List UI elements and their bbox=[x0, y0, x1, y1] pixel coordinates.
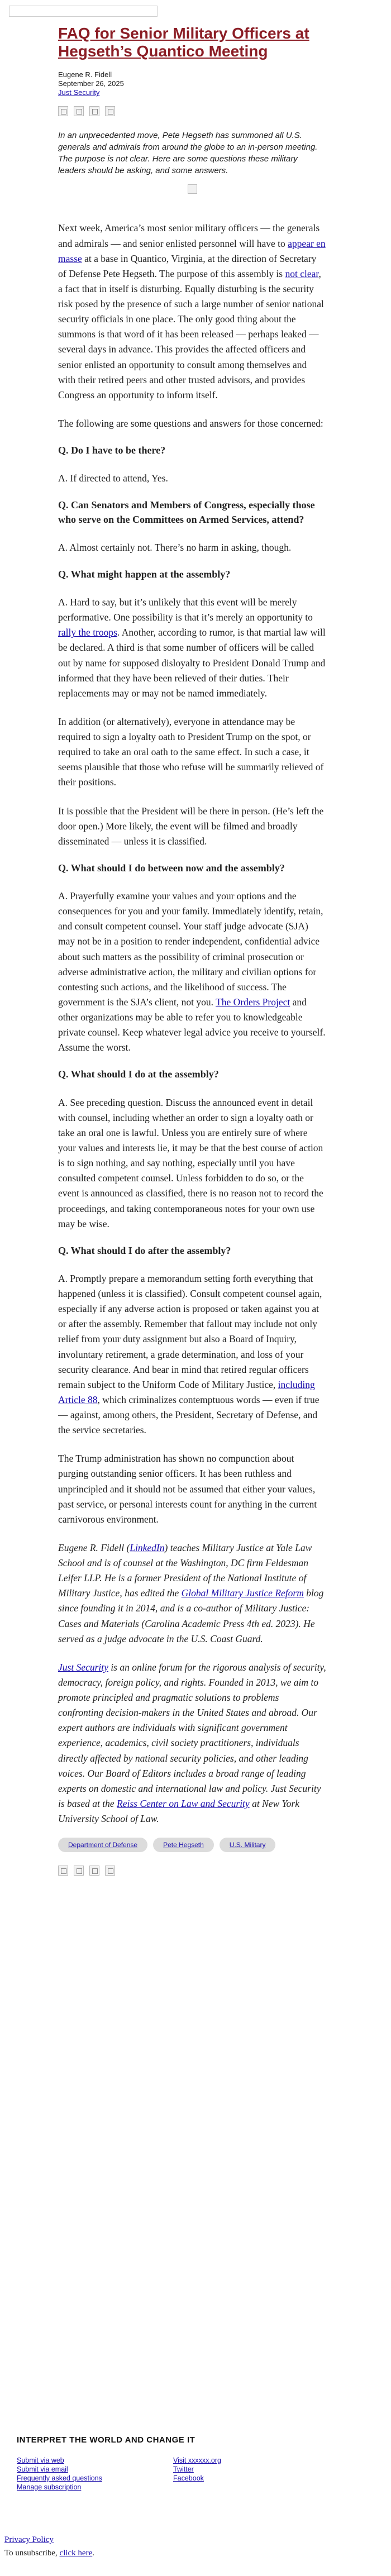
unsubscribe-link[interactable]: click here bbox=[59, 2549, 93, 2558]
newsletter-footer bbox=[0, 2435, 391, 2492]
legal-footer bbox=[4, 2533, 94, 2560]
answer-2: A. Almost certainly not. There’s no harm in asking, though. bbox=[58, 541, 292, 553]
unsubscribe-line: To unsubscribe, click here. bbox=[4, 2549, 94, 2558]
footer-heading: INTERPRET THE WORLD AND CHANGE IT bbox=[17, 2435, 196, 2445]
privacy-policy-link[interactable]: Privacy Policy bbox=[4, 2535, 54, 2544]
twitter-share-icon[interactable] bbox=[74, 1866, 84, 1876]
linkedin-share-icon[interactable] bbox=[89, 106, 99, 116]
answer-1: A. If directed to attend, Yes. bbox=[58, 473, 168, 484]
answer-3: A. Hard to say, but it’s unlikely that this event will be merely performative. One possibility is that it’s merely an opportunity to rally the troops. Another, according to rumor, is that martial law will be declared. A third is that some number of officers will be called out by name for supposed disloyalty to President Donald Trump and informed that they have been relieved of their duties. Their replacements may or may not be named immediately. bbox=[58, 597, 326, 699]
article-title[interactable]: FAQ for Senior Military Officers at Hegseth’s Quantico Meeting bbox=[58, 25, 309, 60]
facebook-share-icon[interactable] bbox=[58, 1866, 68, 1876]
about-just-security: Just Security is an online forum for the rigorous analysis of security, democracy, foreign policy, and rights. Founded in 2013, we aim to promote principled and pragmatic solutions to problems confronting decision-makers in the United States and abroad. Our expert authors are individuals with significant government experience, academics, civil society practitioners, individuals directly affected by national security policies, and other leading voices. Our Board of Editors includes a broad range of leading experts on domestic and international law and policy. Just Security is based at the Reiss Center on Law and Security at New York University School of Law. bbox=[58, 1661, 326, 1825]
email-share-icon[interactable] bbox=[105, 1866, 115, 1876]
closing-paragraph: The Trump administration has shown no compunction about purging outstanding senior officers. It has been ruthless and unprincipled and it should not be assumed that either your values, past service, or personal interests count for anything in the current carnivorous environment. bbox=[58, 1453, 317, 1525]
twitter-share-icon[interactable] bbox=[74, 106, 84, 116]
twitter-link[interactable]: Twitter bbox=[173, 2465, 194, 2473]
article-content bbox=[58, 25, 326, 1876]
tag-us-military[interactable]: U.S. Military bbox=[220, 1838, 276, 1852]
source-link[interactable]: Just Security bbox=[58, 88, 100, 97]
answer-4: A. Prayerfully examine your values and your options and the consequences for you and your family. Immediately identify, retain, and consult competent counsel. Your staff judge advocate (SJA) may not be in a position to render independent, confidential advice about such matters as the possibility of criminal prosecution or adverse administrative action, the military and civilian options for contesting such actions, and the likelihood of success. The government is the SJA’s client, not you. The Orders Project and other organizations may be able to refer you to knowledgeable private counsel. Keep whatever legal advice you receive to yourself. Assume the worst. bbox=[58, 890, 326, 1053]
linkedin-share-icon[interactable] bbox=[89, 1866, 99, 1876]
header-image-placeholder bbox=[9, 6, 158, 17]
author-name: Eugene R. Fidell bbox=[58, 70, 112, 79]
visit-site-link[interactable]: Visit xxxxxx.org bbox=[173, 2456, 221, 2464]
answer-6: A. Promptly prepare a memorandum setting forth everything that happened (unless it is classified). Consult competent counsel again, especially if any adverse action is proposed or taken against you at or after the assembly. Remember that fallout may include not only relief from your duty assignment but also a Board of Inquiry, involuntary retirement, a grade determination, and loss of your security clearance. And bear in mind that retired regular officers remain subject to the Uniform Code of Military Justice, including Article 88, which criminalizes contemptuous words — even if true — against, among others, the President, Secretary of Defense, and the service secretaries. bbox=[58, 1272, 322, 1436]
tag-pete-hegseth[interactable]: Pete Hegseth bbox=[153, 1838, 214, 1852]
answer-3-para-3: It is possible that the President will be there in person. (He’s left the door open.) More likely, the event will be filmed and broadly disseminated — unless it is classified. bbox=[58, 805, 324, 847]
not-clear-link[interactable]: not clear bbox=[285, 268, 319, 279]
submit-via-web-link[interactable]: Submit via web bbox=[17, 2456, 64, 2464]
rally-the-troops-link[interactable]: rally the troops bbox=[58, 627, 117, 638]
answer-5: A. See preceding question. Discuss the announced event in detail with counsel, including whether an order to sign a loyalty oath or take an oral one is lawful. Unless you are entirely sure of where your values and interests lie, it may be that the best course of action is to sign nothing, and say nothing, especially until you have consulted competent counsel. Unless forbidden to do so, or the event is announced as classified, there is no reason not to record the proceedings, and taking contemporaneous notes for your own use may be wise. bbox=[58, 1096, 323, 1229]
intro-paragraph: Next week, America’s most senior military officers — the generals and admirals — and senior enlisted personnel will have to appear en masse at a base in Quantico, Virginia, at the direction of Secretary of Defense Pete Hegseth. The purpose of this assembly is not clear, a fact that in itself is disturbing. Equally disturbing is the security risk posed by the presence of such a large number of senior national security officials in one place. The only good thing about the summons is that word of it has been released — perhaps leaked — several days in advance. This provides the affected officers and senior enlisted an opportunity to consult among themselves and with their retired peers and other trusted advisors, and provides Congress an opportunity to inform itself. bbox=[58, 222, 326, 400]
footer-links-left bbox=[17, 2456, 151, 2492]
author-bio: Eugene R. Fidell (LinkedIn) teaches Military Justice at Yale Law School and is of counsel at the Washington, DC firm Feldesman Leifer LLP. He is a former President of the National Institute of Military Justice, has edited the Global Military Justice Reform blog since founding it in 2014, and is a co-author of Military Justice: Cases and Materials (Carolina Academic Press 4th ed. 2023). He served as a judge advocate in the U.S. Coast Guard. bbox=[58, 1542, 324, 1644]
footer-links bbox=[17, 2456, 307, 2492]
reiss-center-link[interactable]: Reiss Center on Law and Security bbox=[117, 1797, 250, 1809]
question-1: Q. Do I have to be there? bbox=[58, 445, 166, 456]
tag-list bbox=[58, 1838, 326, 1852]
share-icons bbox=[58, 106, 326, 116]
article-body bbox=[58, 221, 326, 1826]
facebook-share-icon[interactable] bbox=[58, 106, 68, 116]
submit-via-email-link[interactable]: Submit via email bbox=[17, 2465, 68, 2473]
article-meta bbox=[58, 70, 326, 97]
question-6: Q. What should I do after the assembly? bbox=[58, 1244, 231, 1256]
answer-3-para-2: In addition (or alternatively), everyone in attendance may be required to sign a loyalty oath to President Trump on the spot, or required to take an oral oath to the same effect. In such a case, it seems plausible that those who refuse will be summarily relieved of their positions. bbox=[58, 715, 324, 788]
faq-link[interactable]: Frequently asked questions bbox=[17, 2474, 102, 2482]
appear-en-masse-link[interactable]: appear en masse bbox=[58, 237, 326, 264]
tag-department-of-defense[interactable]: Department of Defense bbox=[58, 1838, 147, 1852]
question-4: Q. What should I do between now and the assembly? bbox=[58, 862, 285, 874]
just-security-link[interactable]: Just Security bbox=[58, 1661, 108, 1673]
orders-project-link[interactable]: The Orders Project bbox=[216, 996, 290, 1008]
manage-subscription-link[interactable]: Manage subscription bbox=[17, 2483, 82, 2491]
email-share-icon[interactable] bbox=[105, 106, 115, 116]
question-3: Q. What might happen at the assembly? bbox=[58, 568, 231, 580]
hero-image-placeholder bbox=[188, 184, 197, 194]
linkedin-link[interactable]: LinkedIn bbox=[130, 1542, 165, 1553]
global-military-justice-reform-link[interactable]: Global Military Justice Reform bbox=[181, 1587, 304, 1599]
question-5: Q. What should I do at the assembly? bbox=[58, 1068, 219, 1080]
facebook-link[interactable]: Facebook bbox=[173, 2474, 204, 2482]
question-2: Q. Can Senators and Members of Congress, especially those who serve on the Committees on Armed Services, attend? bbox=[58, 499, 315, 525]
article-88-link[interactable]: including Article 88 bbox=[58, 1378, 315, 1405]
bottom-share-icons bbox=[58, 1866, 326, 1876]
questions-intro: The following are some questions and answers for those concerned: bbox=[58, 417, 323, 429]
publish-date: September 26, 2025 bbox=[58, 79, 124, 88]
footer-links-right bbox=[173, 2456, 307, 2492]
article-lede: In an unprecedented move, Pete Hegseth has summoned all U.S. generals and admirals from around the globe to an in-person meeting. The purpose is not clear. Here are some questions these military leaders should be asking, and some answers. bbox=[58, 131, 318, 176]
